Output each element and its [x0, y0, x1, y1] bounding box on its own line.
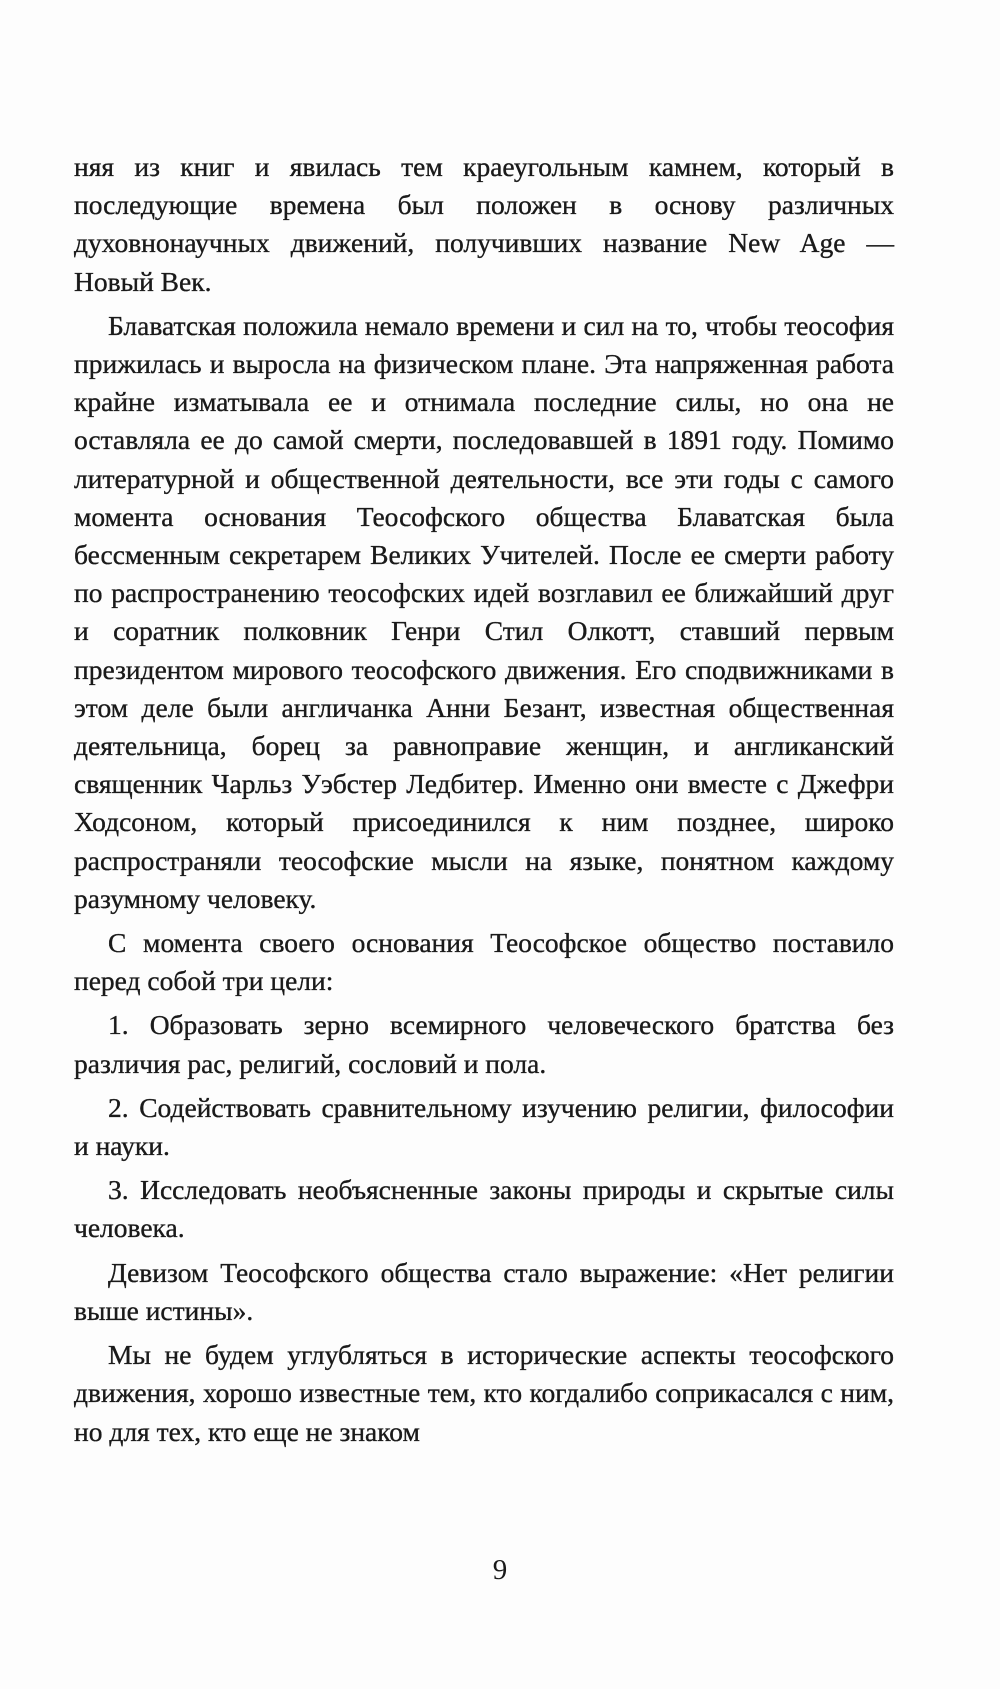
page-number: 9	[492, 1554, 508, 1586]
paragraph-2: Блаватская положила немало времени и сил на то, чтобы теософия прижилась и выросла на физическом плане. Эта напряженная работа крайне изматывала ее и отнимала последние силы, но она не оставляла ее до самой смерти, последовавшей в 1891 году. Помимо литературной и общественной деятельности, все эти годы с самого момента основания Теософского общества Блаватская была бессменным секретарем Великих Учителей. После ее смерти работу по распространению теософских идей возглавил ее ближайший друг и соратник полковник Генри Стил Олкотт, ставший первым президентом мирового теософского движения. Его сподвижниками в этом деле были англичанка Анни Безант, известная общественная деятельница, борец за равноправие женщин, и англиканский священник Чарльз Уэбстер Ледбитер. Именно они вместе с Джефри Ходсоном, который присоединился к ним позднее, широко распространяли теософские мысли на языке, понятном каждому разумному человеку.	[74, 309, 894, 914]
paragraph-motto: Девизом Теософского общества стало выражение: «Нет религии выше истины».	[74, 1256, 894, 1326]
paragraph-3: С момента своего основания Теософское общество поставило перед собой три цели:	[74, 927, 894, 997]
paragraph-1: няя из книг и явилась тем краеугольным камнем, который в последующие времена был положен в основу различных духовнонаучных движений, получивших название New Age — Новый Век.	[74, 151, 894, 297]
list-item-3: 3. Исследовать необъясненные законы природы и скрытые силы человека.	[74, 1174, 894, 1244]
paragraph-last: Мы не будем углубляться в исторические аспекты теософского движения, хорошо известные тем, кто когдалибо соприкасался с ним, но для тех, кто еще не знаком	[74, 1339, 894, 1447]
body-text	[74, 148, 894, 1457]
list-item-2: 2. Содействовать сравнительному изучению религии, философии и науки.	[74, 1091, 894, 1162]
list-item-1: 1. Образовать зерно всемирного человеческого братства без различия рас, религий, сословий и пола.	[74, 1009, 894, 1079]
